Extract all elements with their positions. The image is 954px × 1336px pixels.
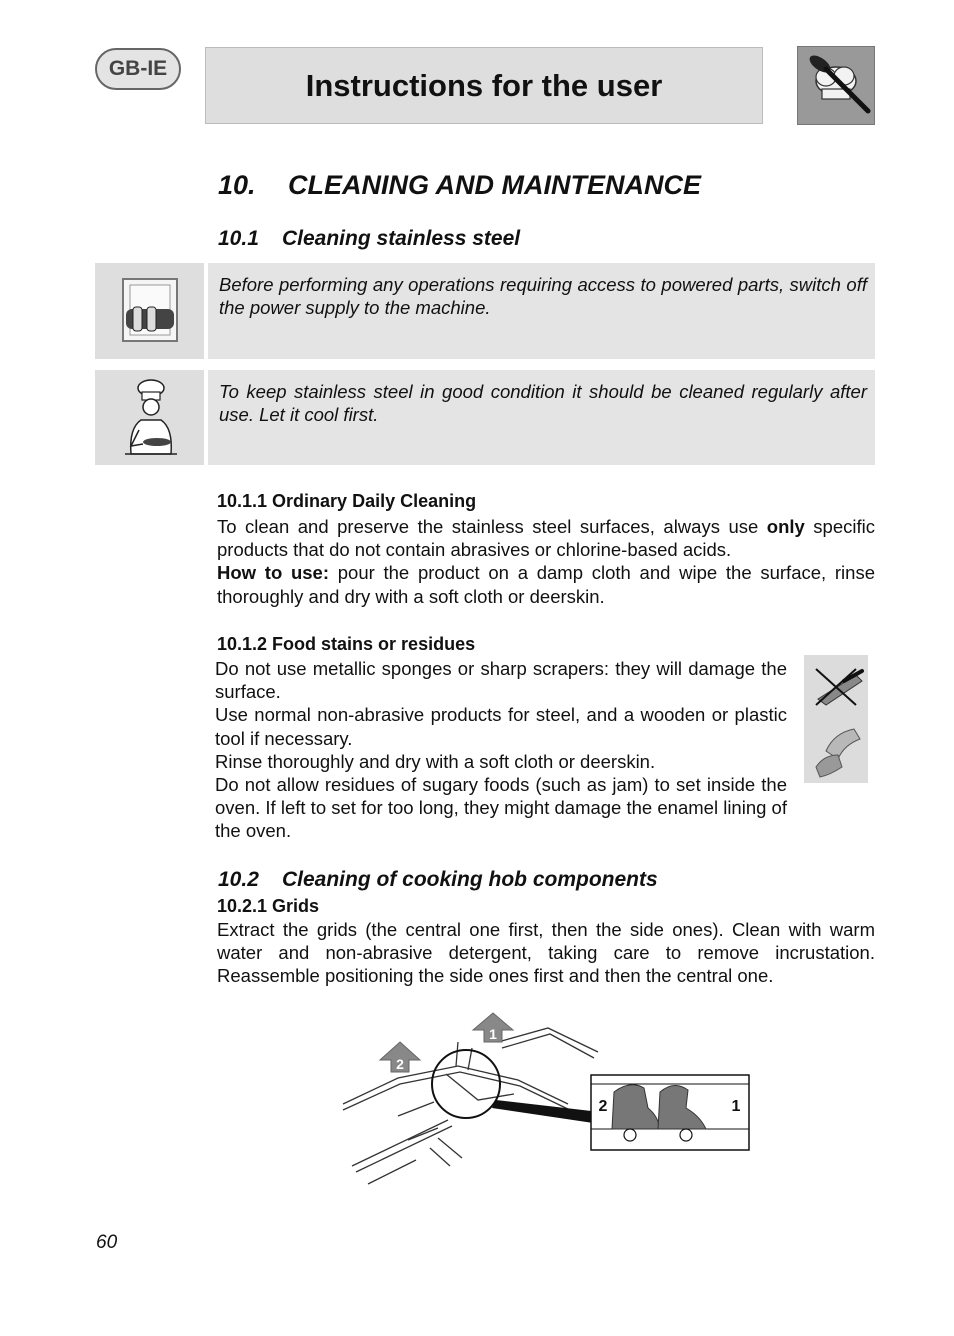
note-stainless-care — [208, 370, 875, 465]
detail-label-left: 2 — [598, 1098, 608, 1115]
note-power-supply — [208, 263, 875, 359]
subsection-title: Cleaning of cooking hob components — [282, 868, 658, 891]
arrow-2-label: 2 — [396, 1056, 404, 1072]
food-stains-heading: 10.1.2 Food stains or residues — [217, 634, 476, 654]
power-switch-icon — [95, 263, 204, 359]
grids-heading: 10.2.1 Grids — [217, 896, 320, 916]
page-title: Instructions for the user — [305, 67, 663, 103]
subsection-number: 10.1 — [218, 227, 259, 250]
language-badge — [95, 48, 181, 90]
grids-reassembly-diagram — [338, 1008, 754, 1192]
page-number: 60 — [96, 1232, 118, 1253]
section-title: CLEANING AND MAINTENANCE — [288, 170, 701, 200]
stains-paragraph: Rinse thoroughly and dry with a soft cloth or deerskin. — [215, 750, 656, 772]
daily-cleaning-paragraph — [217, 515, 875, 561]
subsection-heading-10-2 — [218, 868, 658, 892]
stains-paragraph: Do not allow residues of sugary foods (such as jam) to set inside the oven. If left to set for too long, they might damage the enamel lining of the oven. — [215, 774, 787, 842]
grids-paragraph: Extract the grids (the central one first, then the side ones). Clean with warm water and non-abrasive detergent, taking care to remove incrustation. Reassemble positioning the side ones first and then the central one. — [217, 919, 875, 987]
stains-paragraph: Do not use metallic sponges or sharp scrapers: they will damage the surface. — [215, 658, 787, 703]
subsection-number: 10.2 — [218, 868, 259, 891]
subsection-heading-10-1 — [218, 227, 520, 251]
note-text: Before performing any operations requiring access to powered parts, switch off the power supply to the machine. — [219, 274, 867, 318]
detail-label-right: 1 — [731, 1098, 741, 1115]
daily-cleaning-body — [217, 515, 875, 608]
language-badge-label: GB-IE — [108, 57, 168, 80]
chef-spoon-logo-icon — [797, 46, 875, 125]
text-run: To clean and preserve the stainless steel surfaces, always use — [217, 516, 767, 537]
note-text: To keep stainless steel in good condition it should be cleaned regularly after use. Let it cool first. — [219, 381, 867, 425]
chef-icon — [95, 370, 204, 465]
stains-paragraph: Use normal non-abrasive products for steel, and a wooden or plastic tool if necessary. — [215, 704, 787, 749]
emphasis-only: only — [766, 516, 805, 537]
how-to-use-paragraph — [217, 561, 875, 607]
text-run: specific products that do not contain abrasives or chlorine-based acids. — [217, 516, 875, 561]
section-heading — [218, 170, 701, 201]
arrow-1-label: 1 — [489, 1026, 497, 1042]
food-stains-body — [215, 657, 787, 843]
how-to-use-label: How to use: — [217, 562, 330, 584]
subsection-title: Cleaning stainless steel — [282, 227, 521, 250]
section-number: 10. — [218, 170, 256, 200]
scraper-and-cloth-icon — [804, 655, 868, 783]
header-title-bar — [205, 47, 763, 124]
daily-cleaning-heading: 10.1.1 Ordinary Daily Cleaning — [217, 491, 477, 511]
text-run: pour the product on a damp cloth and wipe the surface, rinse thoroughly and dry with a soft cloth or deerskin. — [217, 562, 875, 607]
